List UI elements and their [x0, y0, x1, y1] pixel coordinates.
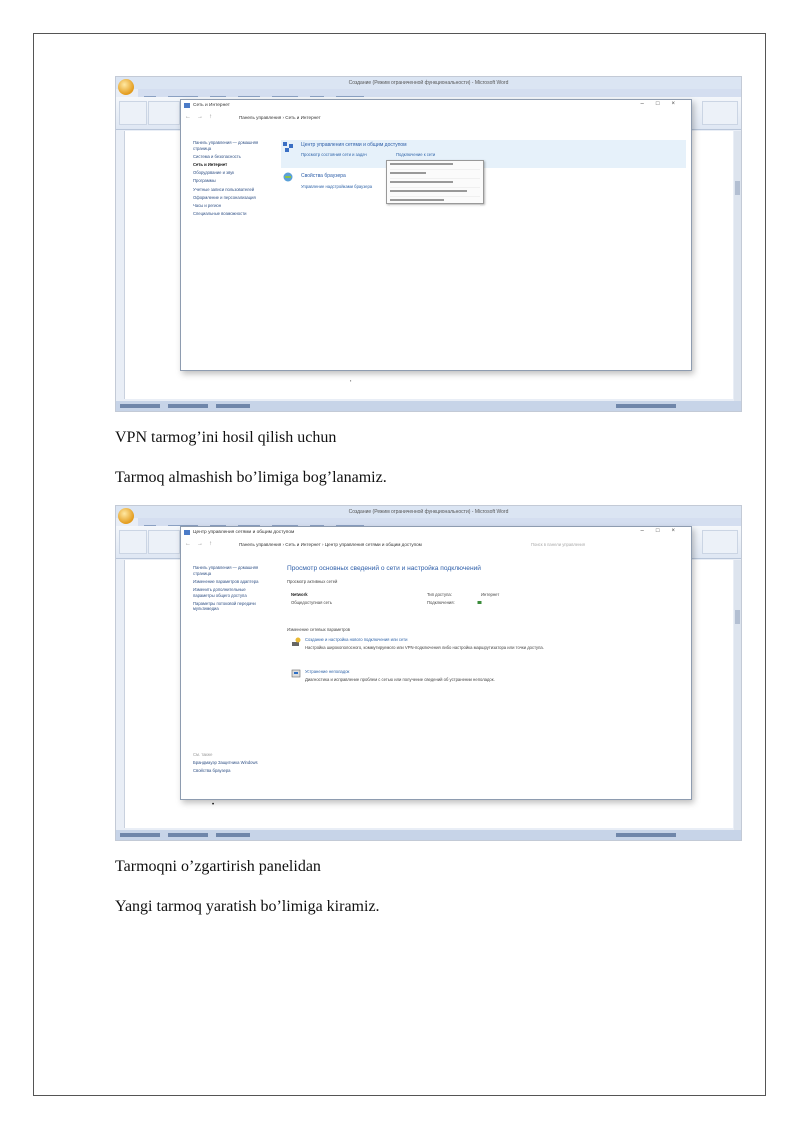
sidebar-item-adapter-settings[interactable]: Изменение параметров адаптера: [193, 578, 259, 584]
context-menu-item[interactable]: [390, 172, 480, 179]
sidebar-item-accounts[interactable]: Учетные записи пользователей: [193, 186, 255, 192]
sidebar-item-sharing-settings[interactable]: Изменить дополнительные параметры общего доступа: [193, 586, 247, 598]
path-segment[interactable]: Центр управления сетями и общим доступом: [324, 542, 422, 547]
nav-arrows-icon[interactable]: ←→↑: [185, 114, 218, 120]
sidebar-item-network[interactable]: Сеть и Интернет: [193, 161, 228, 167]
sidebar-see-also: [193, 752, 263, 777]
word-title-bar: Создание (Режим ограниченной функциональности) - Microsoft Word: [116, 77, 741, 89]
section-title-network-center[interactable]: Центр управления сетями и общим доступом: [301, 142, 407, 148]
window-title: Центр управления сетями и общим доступом: [193, 530, 295, 535]
action-new-connection-desc: Настройка широкополосного, коммутируемого или VPN-подключения либо настройка маршрутизатора или точки доступа.: [305, 645, 544, 650]
sidebar-item-accessibility[interactable]: Специальные возможности: [193, 211, 247, 217]
office-button[interactable]: [118, 79, 134, 95]
sidebar-item-appearance[interactable]: Оформление и персонализация: [193, 194, 256, 200]
context-menu-item[interactable]: [390, 181, 480, 188]
bullet-icon: •: [212, 802, 215, 808]
active-networks-label: Просмотр активных сетей: [287, 579, 338, 584]
address-bar[interactable]: ←→↑ Панель управления › Сеть и Интернет › Центр управления сетями и общим доступом Поиск в панели управления: [181, 540, 691, 551]
page-heading: Просмотр основных сведений о сети и настройка подключений: [287, 565, 481, 572]
address-bar[interactable]: ←→↑ Панель управления › Сеть и Интернет: [185, 114, 321, 120]
sidebar: [193, 565, 263, 615]
action-troubleshoot-desc: Диагностика и исправление проблем с сетью или получение сведений об устранении неполадок.: [305, 677, 495, 682]
paragraph-2: Tarmoq almashish bo’limiga bog’lanamiz.: [115, 469, 387, 486]
paragraph-3: Tarmoqni o’zgartirish panelidan: [115, 858, 321, 875]
word-status-bar: [116, 401, 741, 411]
sidebar-item-home[interactable]: Панель управления — домашняя страница: [193, 565, 259, 576]
access-type-value: Интернет: [481, 592, 500, 597]
explorer-window: [180, 526, 692, 800]
section-title-browser[interactable]: Свойства браузера: [301, 173, 346, 179]
network-name: Network: [291, 592, 308, 597]
window-controls[interactable]: –□×: [640, 101, 687, 107]
new-connection-icon: [291, 637, 301, 647]
sidebar-item-home[interactable]: Панель управления — домашняя страница: [193, 140, 259, 151]
see-also-label: См. также: [193, 752, 213, 757]
search-input[interactable]: Поиск в панели управления: [531, 542, 586, 547]
network-type: Общедоступная сеть: [291, 600, 332, 605]
sidebar-item-clock[interactable]: Часы и регион: [193, 202, 222, 208]
link-connect-network[interactable]: Подключение к сети: [396, 152, 436, 157]
link-view-status[interactable]: Просмотр состояния сети и задач: [301, 152, 367, 157]
word-title-bar: Создание (Режим ограниченной функциональности) - Microsoft Word: [116, 506, 741, 518]
sidebar-item-system[interactable]: Система и безопасность: [193, 153, 241, 159]
vertical-scrollbar[interactable]: [734, 131, 741, 401]
sidebar-item-programs[interactable]: Программы: [193, 178, 216, 184]
word-behind-text: ▪: [350, 378, 352, 383]
nav-arrows-icon[interactable]: ←→↑: [185, 541, 218, 547]
ethernet-icon: [477, 600, 482, 605]
window-title: Сеть и Интернет: [193, 103, 230, 108]
vertical-scrollbar[interactable]: [734, 560, 741, 830]
window-controls[interactable]: –□×: [640, 528, 687, 534]
context-menu-item[interactable]: [390, 199, 480, 206]
sidebar-item-hardware[interactable]: Оборудование и звук: [193, 170, 235, 176]
explorer-window: [180, 99, 692, 371]
word-status-bar: [116, 830, 741, 840]
screenshot-control-panel: [115, 76, 742, 412]
paragraph-4: Yangi tarmoq yaratish bo’limiga kiramiz.: [115, 898, 380, 915]
sidebar: [193, 140, 265, 219]
link-manage-addons[interactable]: Управление надстройками браузера: [301, 184, 373, 189]
ribbon-tabs: [138, 89, 741, 97]
network-center-icon: [283, 142, 293, 152]
path-segment[interactable]: Сеть и Интернет: [285, 542, 321, 547]
sidebar-item-media-streaming[interactable]: Параметры потоковой передачи мультимедиа: [193, 600, 256, 612]
office-button[interactable]: [118, 508, 134, 524]
connections-label: Подключения:: [427, 600, 455, 605]
troubleshoot-icon: [291, 669, 301, 679]
context-menu-item[interactable]: [390, 190, 480, 197]
screenshot-network-center: [115, 505, 742, 841]
ribbon-tabs: [138, 518, 741, 526]
path-segment[interactable]: Панель управления: [239, 542, 282, 547]
sidebar-item-browser-properties[interactable]: Свойства браузера: [193, 768, 231, 774]
access-type-label: Тип доступа:: [427, 592, 452, 597]
action-new-connection[interactable]: Создание и настройка нового подключения или сети: [305, 637, 408, 642]
path-segment[interactable]: Панель управления: [239, 115, 282, 120]
paragraph-1: VPN tarmog’ini hosil qilish uchun: [115, 429, 337, 446]
change-settings-label: Изменение сетевых параметров: [287, 627, 351, 632]
action-troubleshoot[interactable]: Устранение неполадок: [305, 669, 350, 674]
path-segment[interactable]: Сеть и Интернет: [285, 115, 321, 120]
context-menu: [386, 160, 484, 204]
browser-properties-icon: [283, 172, 293, 182]
sidebar-item-firewall[interactable]: Брандмауэр Защитника Windows: [193, 760, 258, 766]
context-menu-item[interactable]: [390, 163, 480, 170]
